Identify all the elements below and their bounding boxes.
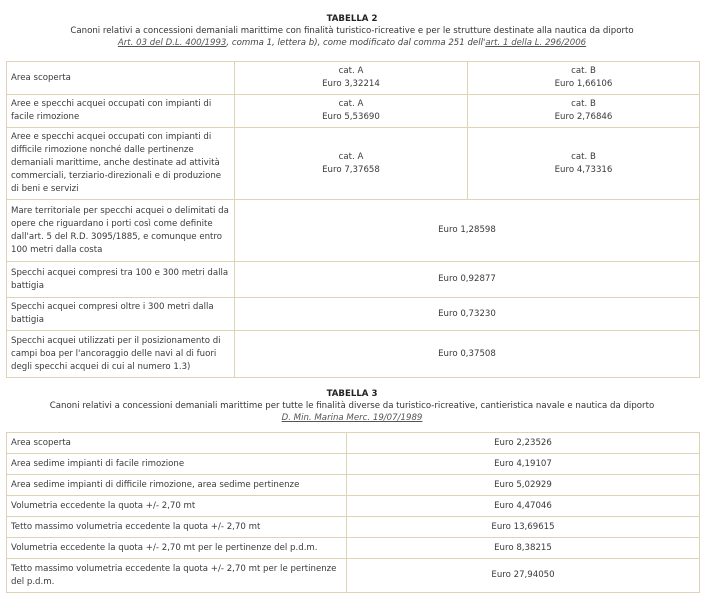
table-row	[7, 433, 700, 454]
value-cell: Euro 4,47046	[347, 496, 700, 517]
value-cell: Euro 2,23526	[347, 433, 700, 454]
table-row	[7, 517, 700, 538]
table-row	[7, 559, 700, 593]
cat-b-cell	[468, 62, 700, 95]
cat-b-cell	[468, 128, 700, 200]
table-row	[7, 538, 700, 559]
cat-b-cell	[468, 95, 700, 128]
row-label: Specchi acquei utilizzati per il posizionamento di campi boa per l'ancoraggio delle navi al di fuori degli specchi acquei di cui al numero 1.3)	[7, 331, 235, 378]
table3-reference	[0, 412, 704, 424]
row-label: Specchi acquei compresi tra 100 e 300 metri dalla battigia	[7, 262, 235, 298]
table2-heading	[0, 13, 704, 49]
cat-label: cat. A	[338, 99, 364, 109]
cat-a-cell	[235, 95, 468, 128]
cat-label: cat. A	[338, 66, 364, 76]
table-row	[7, 475, 700, 496]
table2-reference	[0, 37, 704, 49]
table3-subtitle: Canoni relativi a concessioni demaniali marittime per tutte le finalità diverse da turistico-ricreative, cantieristica navale e nautica da diporto	[49, 401, 655, 411]
cat-value: Euro 7,37658	[322, 164, 380, 175]
reference-text: , comma 1, lettera b), come modificato dal comma 251 dell'	[226, 38, 486, 48]
row-label: Tetto massimo volumetria eccedente la quota +/- 2,70 mt	[7, 517, 347, 538]
law-link-l-296-2006[interactable]: art. 1 della L. 296/2006	[485, 38, 587, 48]
table2	[6, 61, 700, 378]
value-cell: Euro 5,02929	[347, 475, 700, 496]
cat-value: Euro 1,66106	[554, 79, 613, 89]
value-cell: Euro 1,28598	[235, 200, 700, 262]
table-row	[7, 128, 700, 200]
row-label: Tetto massimo volumetria eccedente la quota +/- 2,70 mt per le pertinenze del p.d.m.	[7, 559, 347, 593]
cat-value: Euro 3,32214	[322, 79, 380, 89]
cat-label: cat. B	[571, 66, 596, 76]
cat-label: cat. A	[338, 151, 364, 162]
table-row	[7, 496, 700, 517]
cat-a-cell	[235, 128, 468, 200]
row-label: Area sedime impianti di facile rimozione	[7, 454, 347, 475]
row-label: Specchi acquei compresi oltre i 300 metri dalla battigia	[7, 298, 235, 331]
cat-value: Euro 5,53690	[322, 112, 380, 122]
cat-label: cat. B	[571, 151, 596, 162]
table3-heading	[0, 388, 704, 424]
row-label: Volumetria eccedente la quota +/- 2,70 mt per le pertinenze del p.d.m.	[7, 538, 347, 559]
table-row	[7, 62, 700, 95]
value-cell: Euro 0,37508	[235, 331, 700, 378]
table-row	[7, 200, 700, 262]
cat-value: Euro 4,73316	[554, 164, 613, 175]
row-label: Volumetria eccedente la quota +/- 2,70 mt	[7, 496, 347, 517]
table-row	[7, 262, 700, 298]
row-label: Area scoperta	[7, 433, 347, 454]
cat-value: Euro 2,76846	[554, 112, 613, 122]
value-cell: Euro 13,69615	[347, 517, 700, 538]
row-label: Area sedime impianti di difficile rimozione, area sedime pertinenze	[7, 475, 347, 496]
value-cell: Euro 8,38215	[347, 538, 700, 559]
table-row	[7, 331, 700, 378]
table2-subtitle: Canoni relativi a concessioni demaniali marittime con finalità turistico-ricreative e per le strutture destinate alla nautica da diporto	[70, 26, 634, 36]
cat-a-cell	[235, 62, 468, 95]
table2-title: TABELLA 2	[326, 14, 378, 24]
value-cell: Euro 0,92877	[235, 262, 700, 298]
row-label: Aree e specchi acquei occupati con impianti di facile rimozione	[7, 95, 235, 128]
law-link-dl-400-1993[interactable]: Art. 03 del D.L. 400/1993	[117, 38, 227, 48]
row-label: Mare territoriale per specchi acquei o delimitati da opere che riguardano i porti così come definite dall'art. 5 del R.D. 3095/1885, e comunque entro 100 metri dalla costa	[7, 200, 235, 262]
table-row	[7, 95, 700, 128]
table-row	[7, 454, 700, 475]
law-link-dm-19-07-1989[interactable]: D. Min. Marina Merc. 19/07/1989	[281, 413, 423, 423]
table3-title: TABELLA 3	[326, 389, 378, 399]
row-label: Area scoperta	[7, 62, 235, 95]
table3	[6, 432, 700, 593]
value-cell: Euro 27,94050	[347, 559, 700, 593]
row-label: Aree e specchi acquei occupati con impianti di difficile rimozione nonché dalle pertinenze demaniali marittime, anche destinate ad attività commerciali, terziario-direzionali e di produzione di beni e servizi	[7, 128, 235, 200]
cat-label: cat. B	[571, 99, 596, 109]
table-row	[7, 298, 700, 331]
value-cell: Euro 4,19107	[347, 454, 700, 475]
value-cell: Euro 0,73230	[235, 298, 700, 331]
